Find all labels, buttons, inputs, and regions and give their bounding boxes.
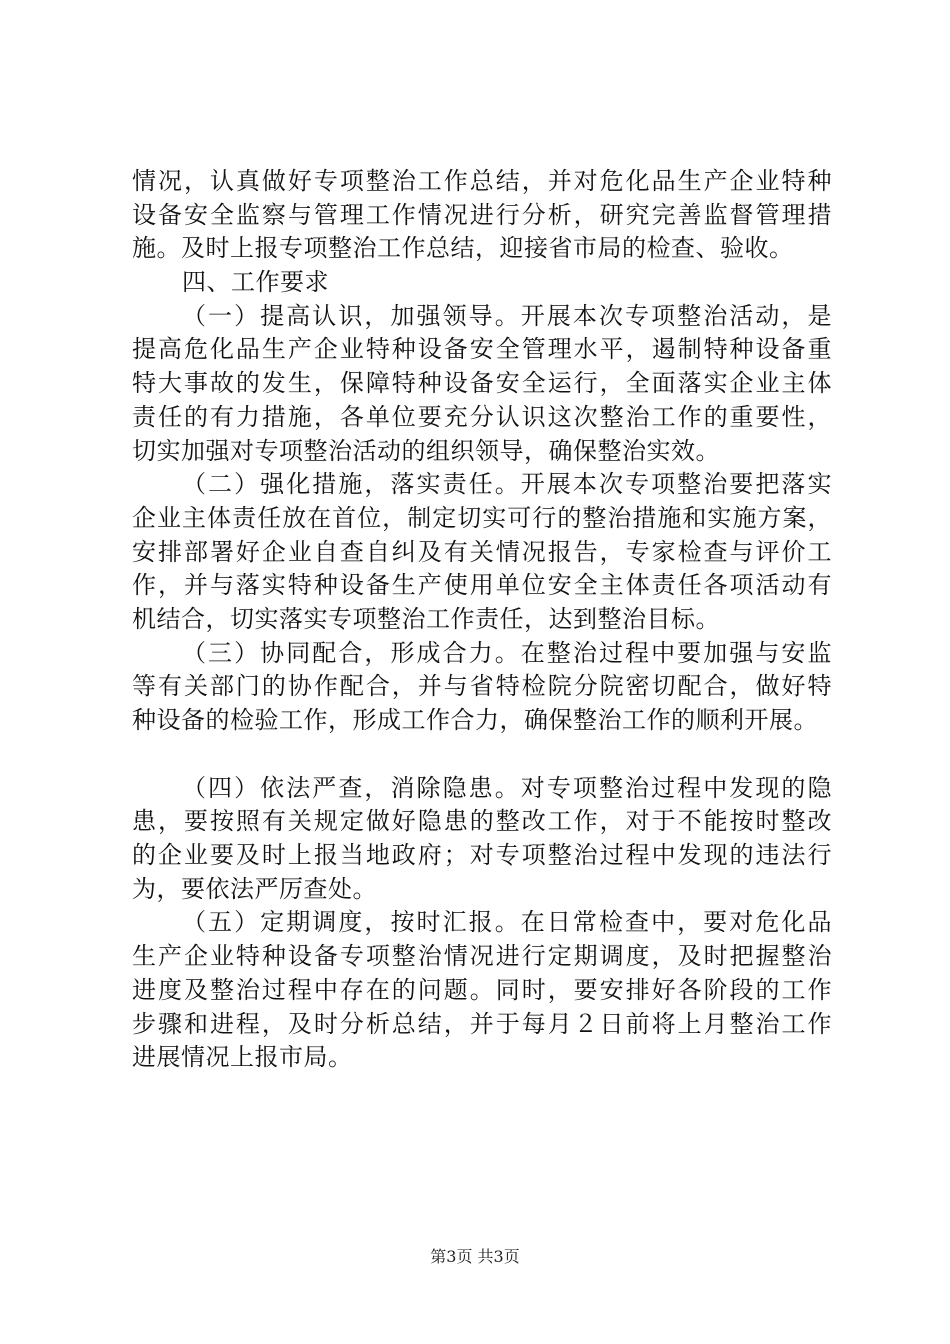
text-line: 进度及整治过程中存在的问题。同时，要安排好各阶段的工作: [132, 975, 832, 1004]
text-line: （二）强化措施，落实责任。开展本次专项整治要把落实: [182, 470, 832, 499]
text-line: 生产企业特种设备专项整治情况进行定期调度，及时把握整治: [132, 942, 832, 971]
text-line: 企业主体责任放在首位，制定切实可行的整治措施和实施方案，: [132, 503, 832, 532]
text-line: 种设备的检验工作，形成工作合力，确保整治工作的顺利开展。: [132, 706, 818, 734]
text-line: 等有关部门的协作配合，并与省特检院分院密切配合，做好特: [132, 672, 832, 701]
text-line: 提高危化品生产企业特种设备安全管理水平，遏制特种设备重: [132, 335, 832, 364]
text-line: 切实加强对专项整治活动的组织领导，确保整治实效。: [132, 436, 720, 465]
paragraph-gap: [132, 738, 832, 772]
text-line: 四、工作要求: [182, 268, 329, 297]
text-line: 安排部署好企业自查自纠及有关情况报告，专家检查与评价工: [132, 537, 832, 566]
text-line: 患，要按照有关规定做好隐患的整改工作，对于不能按时整改: [132, 807, 832, 836]
text-line: 机结合，切实落实专项整治工作责任，达到整治目标。: [132, 604, 720, 633]
document-body: [132, 165, 832, 1075]
text-line: 情况，认真做好专项整治工作总结，并对危化品生产企业特种: [132, 167, 832, 195]
page-footer: 第3页 共3页: [430, 1247, 520, 1266]
text-line: 特大事故的发生，保障特种设备安全运行，全面落实企业主体: [132, 369, 832, 398]
text-line: 进展情况上报市局。: [132, 1043, 353, 1072]
text-line: （五）定期调度，按时汇报。在日常检查中，要对危化品: [182, 908, 832, 937]
text-line: 责任的有力措施，各单位要充分认识这次整治工作的重要性，: [132, 402, 832, 431]
text-line: 步骤和进程，及时分析总结，并于每月２日前将上月整治工作: [132, 1009, 832, 1038]
text-line: 施。及时上报专项整治工作总结，迎接省市局的检查、验收。: [132, 234, 794, 263]
text-line: （一）提高认识，加强领导。开展本次专项整治活动，是: [182, 301, 832, 330]
text-line: 的企业要及时上报当地政府；对专项整治过程中发现的违法行: [132, 841, 832, 870]
text-line: 作，并与落实特种设备生产使用单位安全主体责任各项活动有: [132, 571, 832, 600]
text-line: （四）依法严查，消除隐患。对专项整治过程中发现的隐: [182, 773, 832, 802]
text-line: 为，要依法严厉查处。: [132, 874, 377, 903]
text-line: 设备安全监察与管理工作情况进行分析，研究完善监督管理措: [132, 200, 832, 229]
text-line: （三）协同配合，形成合力。在整治过程中要加强与安监: [182, 638, 832, 667]
